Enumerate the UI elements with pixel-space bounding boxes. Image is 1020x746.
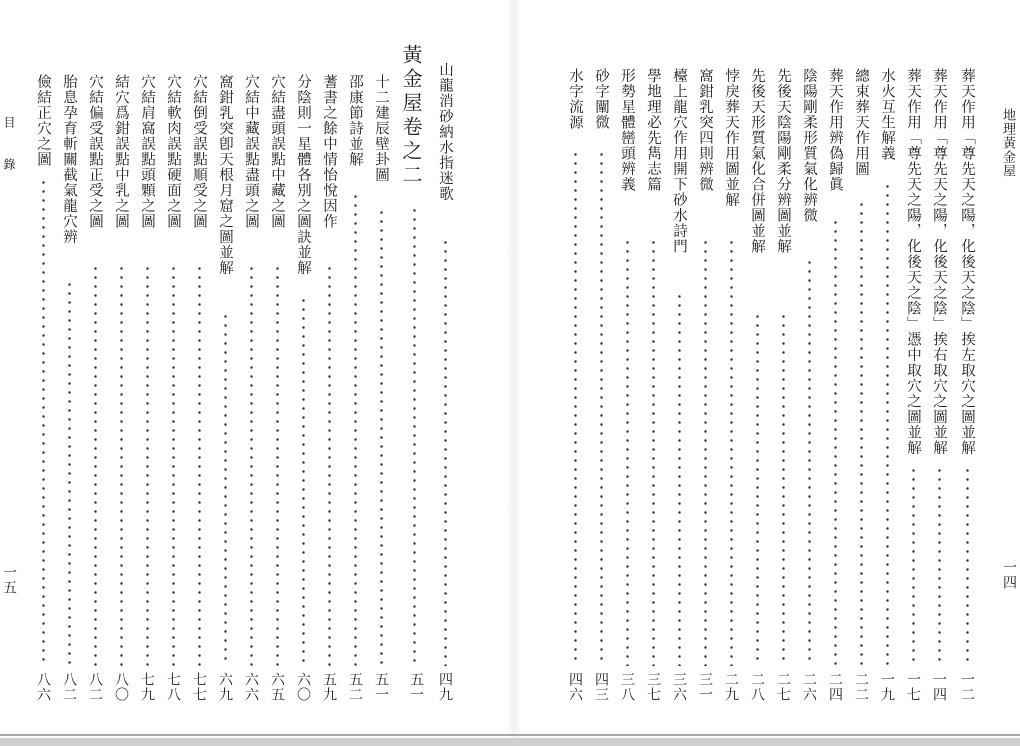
toc-entry-page: 三六 (671, 672, 687, 702)
toc-entry-title: 山龍消砂納水指迷歌 (437, 62, 453, 202)
toc-entry-title: 穴結盡頭誤點中藏之圖 (269, 74, 285, 229)
toc-entry-title: 穴結肩窩誤點頭顆之圖 (139, 74, 155, 229)
toc-leader (302, 296, 305, 666)
toc-leader (626, 238, 629, 666)
toc-entry-page: 二四 (827, 672, 843, 702)
toc-leader (250, 264, 253, 666)
toc-entry-title: 悖戾葬天作用圖並解 (723, 68, 739, 208)
toc-entry-page: 八六 (35, 672, 51, 702)
toc-entry-title: 水字流源 (567, 68, 583, 130)
toc-entry-page: 五二 (347, 672, 363, 702)
toc-entry-page: 二七 (775, 672, 791, 702)
toc-entry-page: 七七 (191, 672, 207, 702)
toc-entry-page: 六六 (243, 672, 259, 702)
toc-leader (860, 200, 863, 666)
toc-entry-title: 胎息孕育斬關截氣龍穴辨 (61, 74, 77, 245)
toc-entry-page: 一二 (959, 672, 975, 702)
toc-leader (172, 264, 175, 666)
toc-leader (198, 264, 201, 666)
toc-entry-title: 穴結偏受誤點正受之圖 (87, 74, 103, 229)
toc-entry-page: 四三 (593, 672, 609, 702)
toc-leader (834, 218, 837, 666)
toc-leader (966, 466, 969, 666)
toc-entry-page: 八二 (61, 672, 77, 702)
toc-leader (574, 150, 577, 666)
toc-entry-page: 四九 (437, 672, 453, 702)
toc-leader (120, 264, 123, 666)
toc-leader (42, 178, 45, 666)
toc-entry-page: 三八 (619, 672, 635, 702)
toc-entry-page: 七九 (139, 672, 155, 702)
toc-entry-title: 穴結軟肉誤點硬面之圖 (165, 74, 181, 229)
side-label-top: 目 (2, 116, 16, 128)
toc-entry-title: 穴結倒受誤點順受之圖 (191, 74, 207, 229)
toc-entry-title: 水火互生解義 (879, 68, 895, 161)
toc-leader (678, 292, 681, 666)
toc-entry-title: 先後天形質氣化合併圖並解 (749, 68, 765, 254)
page-edge-strip (0, 738, 1020, 746)
toc-entry-title: 窩鉗乳突卽天根月窟之圖並解 (217, 74, 233, 276)
toc-entry-page: 二九 (723, 672, 739, 702)
toc-entry-title: 葬天作用「尊先天之陽，化後天之陰」憑中取穴之圖並解 (905, 68, 921, 456)
toc-entry-title: 結穴爲鉗誤點中乳之圖 (113, 74, 129, 229)
toc-entry-page: 八二 (87, 672, 103, 702)
page-edge-line (0, 734, 1020, 736)
toc-leader (444, 238, 447, 666)
book-gutter (506, 0, 522, 746)
toc-leader (756, 312, 759, 666)
toc-leader (652, 238, 655, 666)
toc-entry-title: 分陰則一星體各別之圖訣並解 (295, 74, 311, 276)
toc-entry-page: 三七 (645, 672, 661, 702)
toc-entry-page: 二八 (749, 672, 765, 702)
toc-leader (600, 150, 603, 666)
toc-entry-page: 二二 (853, 672, 869, 702)
toc-entry-title: 葬天作用「尊先天之陽，化後天之陰」挨左取穴之圖並解 (959, 68, 975, 456)
toc-entry-title: 總束葬天作用圖 (853, 68, 869, 177)
toc-entry-page: 六九 (217, 672, 233, 702)
volume-title: 黃金屋卷之二 (399, 44, 423, 188)
toc-leader (808, 258, 811, 666)
side-label-mid: 錄 (2, 158, 16, 170)
toc-entry-page: 五九 (321, 672, 337, 702)
toc-entry-title: 十二建辰壁卦圖 (373, 74, 389, 183)
toc-entry-title: 穴結中藏誤點盡頭之圖 (243, 74, 259, 229)
toc-leader (704, 238, 707, 666)
toc-entry-page: 二六 (801, 672, 817, 702)
toc-entry-title: 先後天陰陽剛柔分辨圖並解 (775, 68, 791, 254)
toc-entry-page: 八〇 (113, 672, 129, 702)
toc-entry-title: 檯上龍穴作用開下砂水詩門 (671, 68, 687, 254)
toc-leader (782, 312, 785, 666)
toc-entry-page: 五一 (373, 672, 389, 702)
toc-entry-page: 六〇 (295, 672, 311, 702)
toc-entry-page: 一四 (931, 672, 947, 702)
toc-entry-title: 窩鉗乳突四則辨微 (697, 68, 713, 192)
toc-entry-title: 儉結正穴之圖 (35, 74, 51, 167)
toc-leader (68, 280, 71, 666)
toc-leader (938, 466, 941, 666)
toc-leader (276, 264, 279, 666)
toc-entry-page: 四六 (567, 672, 583, 702)
left-page-folio: 一五 (1, 565, 17, 595)
toc-entry-title: 陰陽剛柔形質氣化辨微 (801, 68, 817, 223)
toc-entry-title: 邵康節詩並解 (347, 74, 363, 167)
toc-leader (94, 264, 97, 666)
toc-entry-title: 形勢星體巒頭辨義 (619, 68, 635, 192)
toc-leader (912, 466, 915, 666)
toc-entry-page: 一七 (905, 672, 921, 702)
toc-leader (224, 312, 227, 666)
toc-entry-page: 三一 (697, 672, 713, 702)
toc-entry-page: 六五 (269, 672, 285, 702)
toc-entry-page: 七八 (165, 672, 181, 702)
right-page-folio: 一四 (1001, 560, 1017, 590)
toc-leader (730, 238, 733, 666)
toc-leader (354, 192, 357, 666)
toc-leader (146, 264, 149, 666)
toc-entry-page: 五一 (408, 672, 424, 702)
toc-entry-title: 學地理必先雋志篇 (645, 68, 661, 192)
toc-entry-title: 葬天作用「尊先天之陽，化後天之陰」挨右取穴之圖並解 (931, 68, 947, 456)
toc-entry-title: 葬天作用辨偽歸眞 (827, 68, 843, 192)
toc-entry-title: 蓍書之餘中情怡悅因作 (321, 74, 337, 229)
toc-leader (380, 208, 383, 666)
toc-entry-page: 一九 (879, 672, 895, 702)
toc-entry-title: 砂字闡微 (593, 68, 609, 130)
toc-leader (413, 206, 416, 666)
toc-leader (328, 264, 331, 666)
toc-leader (886, 182, 889, 666)
running-header: 地理黃金屋 (1000, 108, 1015, 178)
